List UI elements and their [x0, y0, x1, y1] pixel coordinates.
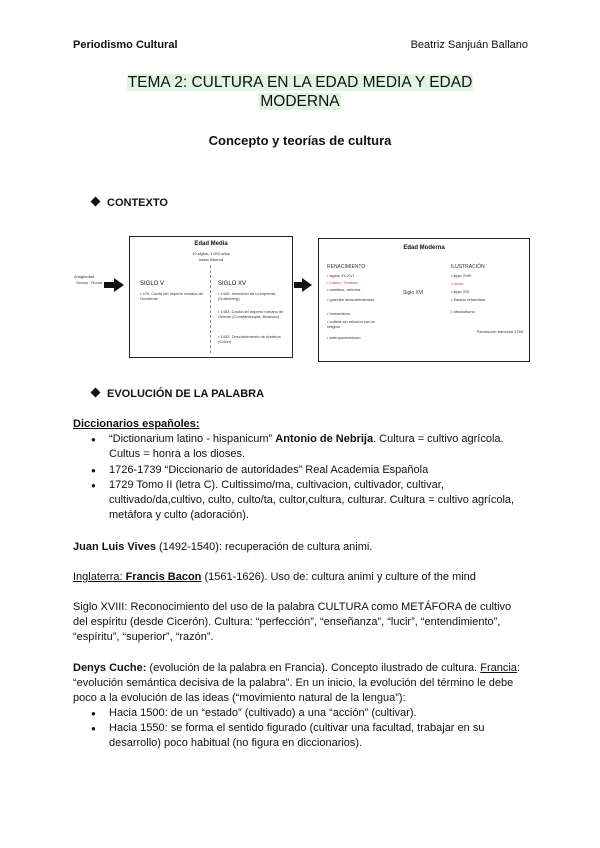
- cuche-paragraph: [73, 661, 543, 706]
- siglo-v-text: • 476: Caída del Imperio romano de Occidente: [140, 291, 204, 301]
- siglo-xv-item: • 1440: Invención de la imprenta (Gutenberg): [218, 291, 276, 301]
- ren-item: • grandes descubrimientos: [327, 297, 375, 302]
- section-contexto-label: CONTEXTO: [107, 197, 168, 209]
- ilustracion-label: ILUSTRACIÓN: [451, 264, 485, 270]
- siglo-xv-label: SIGLO XV: [218, 281, 247, 287]
- title-line-1: TEMA 2: CULTURA EN LA EDAD MEDIA Y EDAD: [127, 74, 473, 91]
- edad-moderna-title: Edad Moderna: [403, 245, 445, 251]
- cuche-francia: Francia: [480, 662, 517, 674]
- edad-media-sub2: hasta hiberna: [198, 257, 224, 262]
- bacon-country: Inglaterra:: [73, 571, 123, 583]
- siglo-v-label: SIGLO V: [140, 281, 165, 287]
- siglo-xv-item: • 1453: Caída del Imperio romano de Oriente (Constantinopla, Bizancio): [218, 309, 284, 319]
- ilu-item: • siglo XIX: [451, 289, 470, 294]
- item-text: 1729 Tomo II (letra C). Cultissimo/ma, cultivacion, cultivador, cultivar,: [109, 479, 444, 491]
- arrow-right-icon: [302, 278, 312, 292]
- page-title: [0, 73, 600, 111]
- list-item: [109, 478, 549, 523]
- section-contexto: [92, 197, 168, 209]
- bacon-text: (1561-1626). Uso de: cultura animi y culture of the mind: [201, 571, 476, 583]
- vives-paragraph: [73, 540, 372, 555]
- timeline-diagram: [74, 226, 530, 361]
- ilu-item: • Estado reformista: [451, 297, 485, 302]
- section-evolucion-label: EVOLUCIÓN DE LA PALABRA: [107, 388, 265, 400]
- siglo-xv-item: • 1492: Descubrimiento de América (Colón): [218, 334, 281, 344]
- section-evolucion: [92, 388, 264, 400]
- edad-media-title: Edad Media: [194, 241, 228, 247]
- divider: [210, 265, 212, 353]
- title-line-2: MODERNA: [260, 93, 340, 110]
- item-text: Hacia 1550: se forma el sentido figurado (cultivar una facultad, trabajar en su: [109, 722, 485, 734]
- list-item: [109, 432, 539, 462]
- ren-item: • humanismo: [327, 311, 351, 316]
- list-item: [109, 721, 549, 751]
- ren-item: • antropocentrismo: [327, 335, 361, 340]
- edad-media-sub1: 10 siglos, 1.000 años: [192, 251, 230, 256]
- siglo-xvi-label: Siglo XVI: [403, 290, 424, 296]
- ren-item: • cultura sin relación con la religión: [327, 319, 375, 329]
- vives-text: (1492-1540): recuperación de cultura animi.: [155, 541, 373, 553]
- item-text: cultivado/da,cultivo, culto, culto/ta, cultor,cultura, culturar. Cultura = cultivo agrícola,: [109, 494, 515, 506]
- edad-media-box: [129, 236, 293, 358]
- header-left: Periodismo Cultural: [73, 39, 178, 51]
- arrow-stem-2: [294, 282, 302, 288]
- diamond-bullet-icon: [91, 388, 101, 398]
- item-text: “Dictionarium latino - hispanicum”: [109, 433, 276, 445]
- paragraph-line: “espíritu”, “superior”, “razón”.: [73, 631, 214, 643]
- item-text: 1726-1739 “Diccionario de autoridades” Real Academia Española: [109, 464, 429, 476]
- bacon-paragraph: [73, 570, 476, 585]
- paragraph-line: “evolución semántica decisiva de la palabra”. En un inicio, la evolución del término le debe: [73, 677, 514, 689]
- vives-name: Juan Luis Vives: [73, 541, 156, 553]
- ilu-item: • razón: [451, 281, 464, 286]
- item-text: . Cultura = cultivo agrícola.: [373, 433, 504, 445]
- list-item: [109, 463, 539, 478]
- antiguedad-sub: Grecia · Roma: [76, 280, 103, 285]
- arrow-right-icon: [114, 278, 124, 292]
- cuche-text: (evolución de la palabra en Francia). Concepto ilustrado de cultura.: [146, 662, 481, 674]
- ilu-note: Revolución francesa 1789: [476, 329, 523, 334]
- paragraph-line: Siglo XVIII: Reconocimiento del uso de la palabra CULTURA como METÁFORA de cultivo: [73, 601, 512, 613]
- ren-item: • Lutero · Erasmo: [327, 280, 359, 285]
- ren-item: • siglos XV-XVI: [327, 273, 354, 278]
- item-text: Cultus = honra a los dioses.: [109, 448, 246, 460]
- bacon-name: Francis Bacon: [122, 571, 202, 583]
- edad-moderna-box: [318, 238, 530, 362]
- item-text: metáfora y culto (adoración).: [109, 509, 250, 521]
- diamond-bullet-icon: [91, 197, 101, 207]
- list-item: [109, 706, 549, 721]
- siglo-xviii-paragraph: [73, 600, 543, 645]
- ren-item: • cambios, reforma: [327, 287, 361, 292]
- cuche-name: Denys Cuche:: [73, 662, 147, 674]
- ilu-item: • siglo XVIII: [451, 273, 472, 278]
- ilu-item: • absolutismo: [451, 309, 475, 314]
- antiguedad-label: Antigüedad: [74, 274, 95, 279]
- cuche-colon: :: [516, 662, 520, 674]
- header-right: Beatriz Sanjuán Ballano: [410, 39, 528, 51]
- renacimiento-label: RENACIMIENTO: [327, 264, 366, 270]
- diccionarios-heading: Diccionarios españoles:: [73, 418, 200, 430]
- paragraph-line: poco a la evolución de las ideas (“movimiento natural de la lengua”):: [73, 692, 406, 704]
- item-text: desarrollo) poco habitual (no figura en diccionarios).: [109, 737, 363, 749]
- arrow-stem-1: [104, 282, 114, 288]
- subtitle: Concepto y teorías de cultura: [208, 133, 392, 148]
- item-text: Hacia 1500: de un “estado” (cultivado) a una “acción” (cultivar).: [109, 707, 417, 719]
- paragraph-line: del espíritu (desde Cicerón). Cultura: “perfección”, “enseñanza”, “lucir”, “entendimiento”,: [73, 616, 501, 628]
- item-bold: Antonio de Nebrija: [275, 433, 374, 445]
